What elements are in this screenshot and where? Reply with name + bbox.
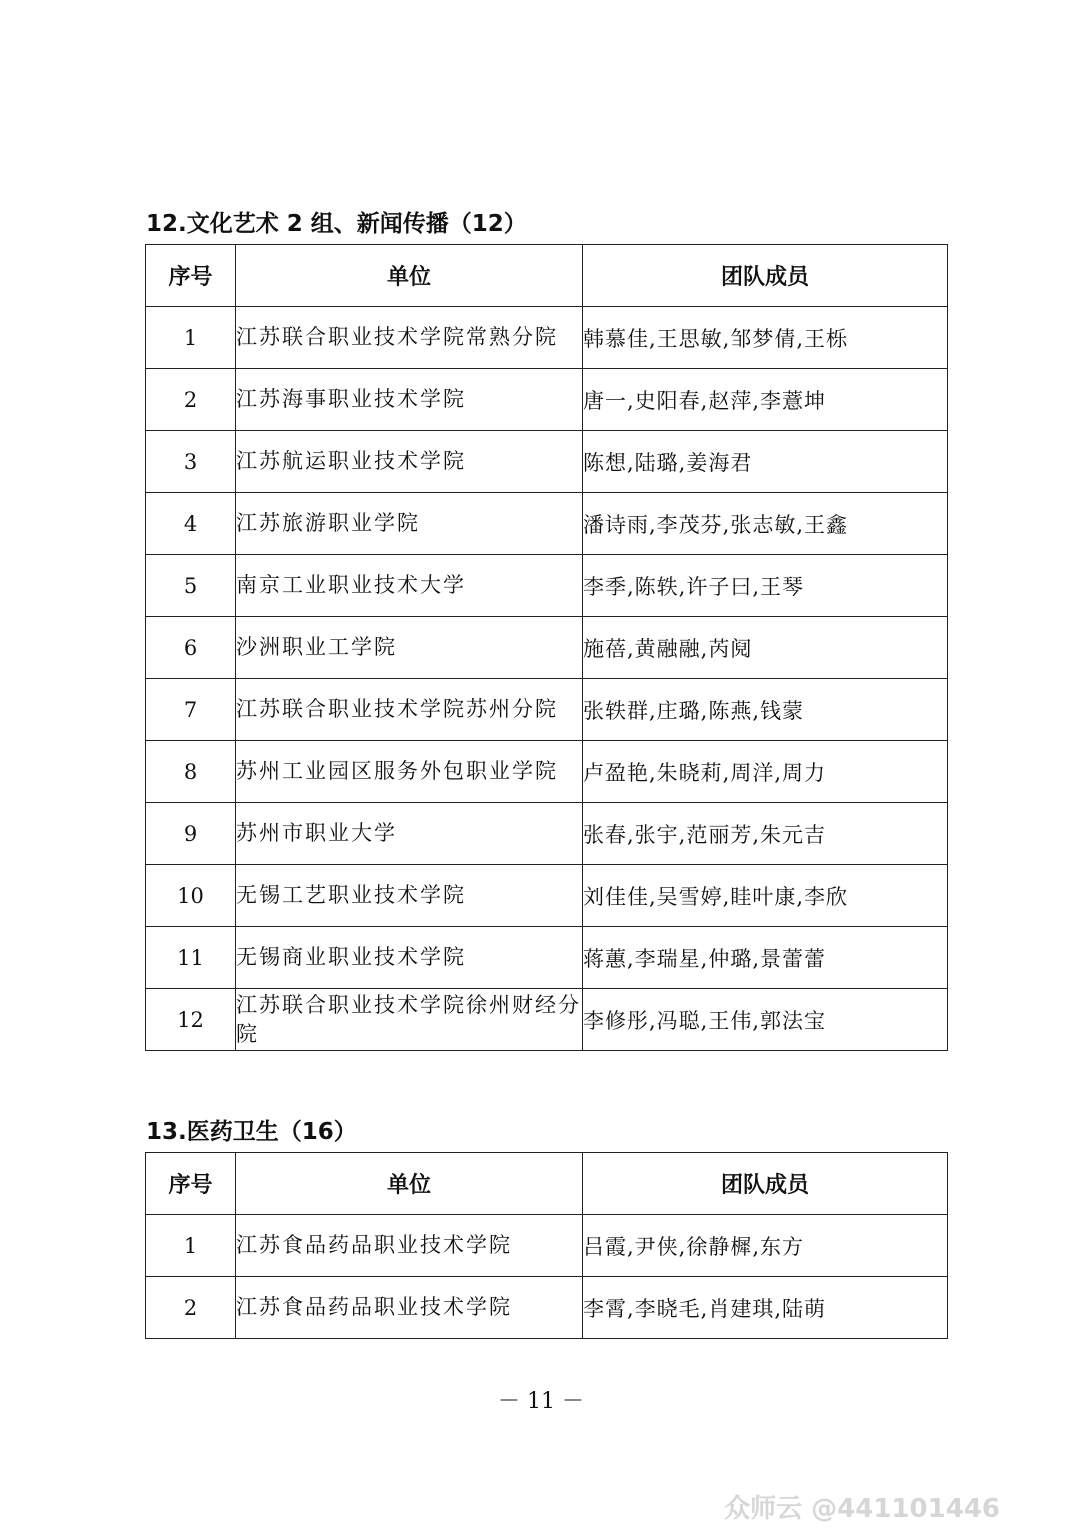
watermark: 众师云 @441101446 [724,1494,1000,1524]
table-row [146,741,948,803]
row-unit: 沙洲职业工学院 [236,617,583,679]
row-members: 唐一,史阳春,赵萍,李薏坤 [583,369,948,431]
table-row [146,865,948,927]
header-members: 团队成员 [583,1153,948,1215]
row-members: 卢盈艳,朱晓莉,周洋,周力 [583,741,948,803]
table-row [146,679,948,741]
row-members: 陈想,陆璐,姜海君 [583,431,948,493]
row-unit: 苏州市职业大学 [236,803,583,865]
row-index: 2 [146,1277,236,1339]
row-members: 李霄,李晓毛,肖建琪,陆萌 [583,1277,948,1339]
table-row [146,1277,948,1339]
row-index: 11 [146,927,236,989]
table-header-row [146,245,948,307]
row-unit: 苏州工业园区服务外包职业学院 [236,741,583,803]
header-unit: 单位 [236,245,583,307]
row-index: 7 [146,679,236,741]
row-index: 8 [146,741,236,803]
section-12-table [145,244,948,1051]
row-members: 潘诗雨,李茂芬,张志敏,王鑫 [583,493,948,555]
section-13-title: 13.医药卫生（16） [146,1119,357,1145]
row-index: 1 [146,1215,236,1277]
header-index: 序号 [146,245,236,307]
row-members: 施蓓,黄融融,芮阋 [583,617,948,679]
section-12-title: 12.文化艺术 2 组、新闻传播（12） [146,211,527,237]
row-index: 6 [146,617,236,679]
table-row [146,989,948,1051]
row-members: 刘佳佳,吴雪婷,眭叶康,李欣 [583,865,948,927]
row-members: 吕霞,尹侠,徐静樨,东方 [583,1215,948,1277]
table-row [146,493,948,555]
table-row [146,431,948,493]
row-unit: 无锡工艺职业技术学院 [236,865,583,927]
row-unit: 南京工业职业技术大学 [236,555,583,617]
row-members: 韩慕佳,王思敏,邹梦倩,王栎 [583,307,948,369]
table-header-row [146,1153,948,1215]
header-index: 序号 [146,1153,236,1215]
row-members: 李季,陈轶,许子曰,王琴 [583,555,948,617]
row-members: 蒋蕙,李瑞星,仲璐,景蕾蕾 [583,927,948,989]
row-index: 1 [146,307,236,369]
header-members: 团队成员 [583,245,948,307]
row-index: 10 [146,865,236,927]
row-unit: 江苏联合职业技术学院徐州财经分院 [236,989,583,1051]
row-unit: 江苏食品药品职业技术学院 [236,1215,583,1277]
row-index: 4 [146,493,236,555]
row-members: 张春,张宇,范丽芳,朱元吉 [583,803,948,865]
row-index: 12 [146,989,236,1051]
section-13-table [145,1152,948,1339]
table-row [146,927,948,989]
row-index: 5 [146,555,236,617]
table-row [146,617,948,679]
page-number: － 11 － [498,1389,584,1414]
row-index: 2 [146,369,236,431]
row-index: 3 [146,431,236,493]
row-members: 张轶群,庄璐,陈燕,钱蒙 [583,679,948,741]
table-row [146,1215,948,1277]
row-unit: 江苏联合职业技术学院常熟分院 [236,307,583,369]
table-row [146,369,948,431]
row-unit: 江苏联合职业技术学院苏州分院 [236,679,583,741]
row-index: 9 [146,803,236,865]
row-unit: 江苏旅游职业学院 [236,493,583,555]
header-unit: 单位 [236,1153,583,1215]
row-unit: 江苏食品药品职业技术学院 [236,1277,583,1339]
row-unit: 江苏航运职业技术学院 [236,431,583,493]
table-row [146,307,948,369]
table-row [146,803,948,865]
table-row [146,555,948,617]
row-unit: 无锡商业职业技术学院 [236,927,583,989]
row-members: 李修彤,冯聪,王伟,郭法宝 [583,989,948,1051]
row-unit: 江苏海事职业技术学院 [236,369,583,431]
